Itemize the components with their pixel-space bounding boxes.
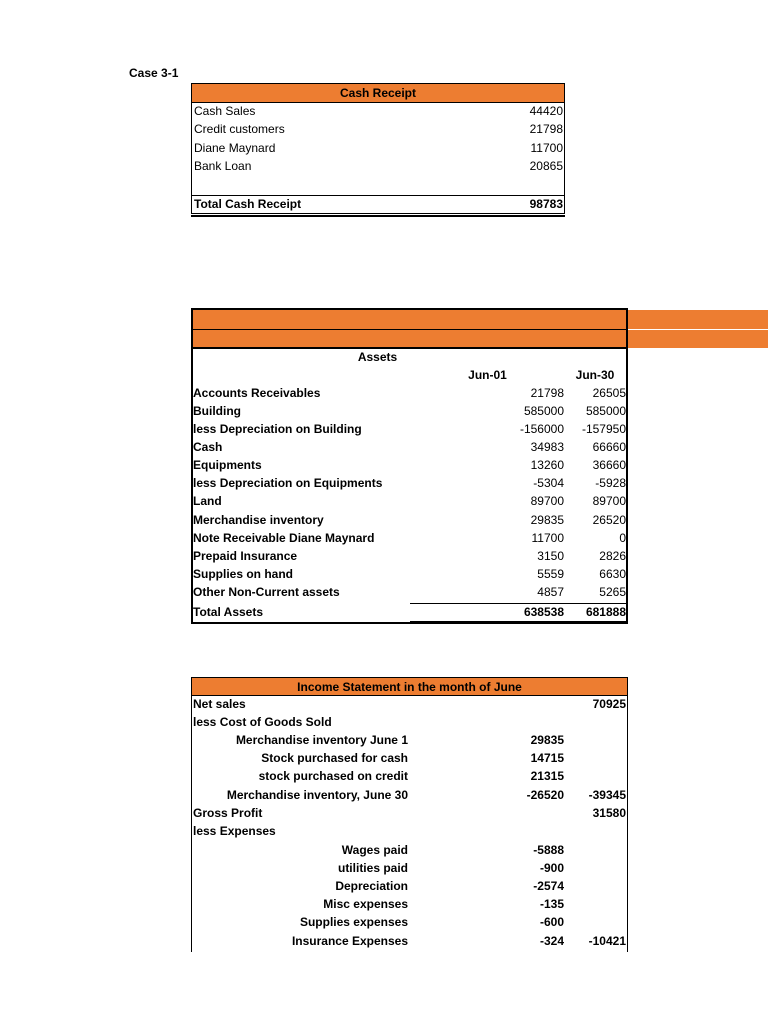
income-right-border xyxy=(627,696,628,952)
assets-row-label: Accounts Receivables xyxy=(193,386,321,400)
assets-row-jun30: 26505 xyxy=(592,386,626,400)
assets-row-label: Merchandise inventory xyxy=(193,513,324,527)
expense-row-label: Insurance Expenses xyxy=(291,934,408,948)
assets-row-jun01: 13260 xyxy=(530,458,564,472)
assets-row-label: Building xyxy=(193,404,241,418)
assets-row-jun30: 36660 xyxy=(592,458,626,472)
expense-row-label: Depreciation xyxy=(335,879,408,893)
balance-divider-1 xyxy=(191,329,628,330)
assets-row-jun30: -5928 xyxy=(595,476,626,490)
assets-row-label: Other Non-Current assets xyxy=(193,585,340,599)
expenses-label: less Expenses xyxy=(193,824,276,838)
cash-receipt-header: Cash Receipt xyxy=(192,84,564,103)
cogs-label: less Cost of Goods Sold xyxy=(193,715,332,729)
cash-row-label: Bank Loan xyxy=(194,159,252,173)
assets-total-jun01: 638538 xyxy=(523,605,564,619)
expense-row-label: Supplies expenses xyxy=(299,915,408,929)
cash-row-label: Diane Maynard xyxy=(194,141,276,155)
net-sales-value: 70925 xyxy=(592,697,626,711)
assets-row-jun01: 4857 xyxy=(537,585,564,599)
income-left-border xyxy=(191,696,192,952)
cogs-row-label: Stock purchased for cash xyxy=(261,751,408,765)
assets-row-jun01: 11700 xyxy=(531,531,564,545)
expense-row-v1: -600 xyxy=(539,915,564,929)
assets-row-label: less Depreciation on Building xyxy=(193,422,362,436)
net-sales-label: Net sales xyxy=(193,697,246,711)
expense-row-v1: -900 xyxy=(539,861,564,875)
assets-row-jun30: 6630 xyxy=(599,567,626,581)
cogs-row-v1: 14715 xyxy=(530,751,564,765)
assets-title: Assets xyxy=(357,350,398,364)
gross-profit-value: 31580 xyxy=(592,806,626,820)
assets-row-label: less Depreciation on Equipments xyxy=(193,476,383,490)
cogs-row-v1: -26520 xyxy=(526,788,564,802)
assets-col-jun01: Jun-01 xyxy=(468,368,507,382)
assets-row-jun30: 66660 xyxy=(592,440,626,454)
cogs-row-label: Merchandise inventory June 1 xyxy=(235,733,408,747)
assets-row-label: Cash xyxy=(193,440,223,454)
assets-row-jun01: 29835 xyxy=(530,513,564,527)
assets-row-label: Supplies on hand xyxy=(193,567,294,581)
cash-row-label: Cash Sales xyxy=(194,104,256,118)
assets-row-label: Equipments xyxy=(193,458,262,472)
cash-row-value: 11700 xyxy=(530,141,563,155)
assets-row-jun01: 34983 xyxy=(530,440,564,454)
expense-row-v1: -5888 xyxy=(533,843,564,857)
expenses-total-value: -10421 xyxy=(588,934,626,948)
assets-row-jun30: 2826 xyxy=(599,549,626,563)
cogs-row-v1: 21315 xyxy=(530,769,564,783)
expense-row-label: Wages paid xyxy=(341,843,408,857)
assets-row-jun30: -157950 xyxy=(581,422,626,436)
cash-row-value: 21798 xyxy=(529,122,563,136)
expense-row-label: Misc expenses xyxy=(323,897,408,911)
expense-row-label: utilities paid xyxy=(337,861,408,875)
cash-row-value: 44420 xyxy=(529,104,563,118)
cogs-row-label: Merchandise inventory, June 30 xyxy=(226,788,408,802)
assets-row-jun30: 5265 xyxy=(599,585,626,599)
cash-receipt-table xyxy=(191,83,565,214)
assets-total-jun30: 681888 xyxy=(585,605,626,619)
cash-total-label: Total Cash Receipt xyxy=(194,197,302,211)
cogs-row-label: stock purchased on credit xyxy=(258,769,408,783)
assets-row-jun01: -156000 xyxy=(519,422,564,436)
cash-total-value: 98783 xyxy=(529,197,563,211)
assets-row-jun01: 21798 xyxy=(530,386,564,400)
assets-total-label: Total Assets xyxy=(193,605,264,619)
assets-row-jun01: 3150 xyxy=(537,549,564,563)
assets-row-jun01: 585000 xyxy=(523,404,564,418)
income-statement-header: Income Statement in the month of June xyxy=(191,677,628,696)
assets-row-jun01: -5304 xyxy=(533,476,564,490)
cash-row-value: 20865 xyxy=(529,159,563,173)
expense-row-v1: -135 xyxy=(539,897,564,911)
assets-row-jun30: 0 xyxy=(619,531,626,545)
assets-row-jun30: 89700 xyxy=(592,494,626,508)
gross-profit-label: Gross Profit xyxy=(193,806,263,820)
assets-row-label: Note Receivable Diane Maynard xyxy=(193,531,375,545)
expense-row-v1: -324 xyxy=(539,934,564,948)
assets-row-label: Land xyxy=(193,494,222,508)
assets-row-jun30: 585000 xyxy=(585,404,626,418)
assets-row-label: Prepaid Insurance xyxy=(193,549,298,563)
assets-col-jun30: Jun-30 xyxy=(575,368,615,382)
cogs-row-v1: 29835 xyxy=(530,733,564,747)
expense-row-v1: -2574 xyxy=(533,879,564,893)
cogs-total-value: -39345 xyxy=(588,788,626,802)
assets-row-jun01: 5559 xyxy=(537,567,564,581)
assets-row-jun01: 89700 xyxy=(530,494,564,508)
case-title: Case 3-1 xyxy=(129,66,179,80)
assets-total-double-underline xyxy=(410,621,628,624)
cash-row-label: Credit customers xyxy=(194,122,285,136)
cash-total-double-underline xyxy=(191,215,565,217)
assets-row-jun30: 26520 xyxy=(592,513,626,527)
